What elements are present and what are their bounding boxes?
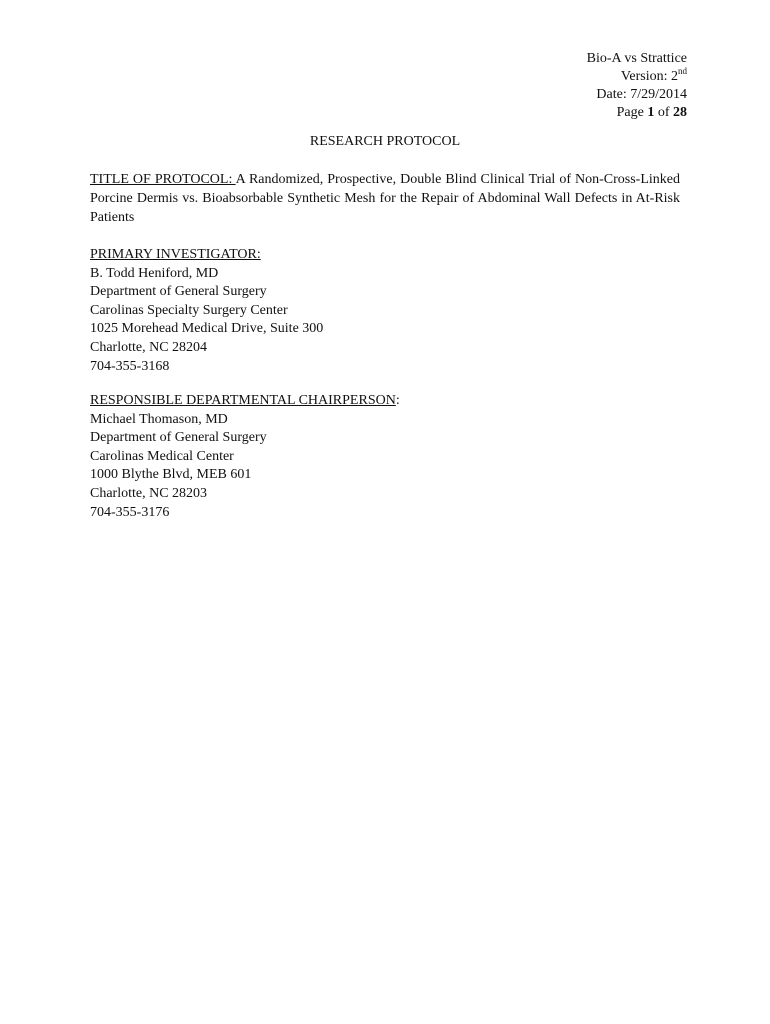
investigator-phone: 704-355-3168: [90, 358, 170, 374]
investigator-city: Charlotte, NC 28204: [90, 339, 208, 355]
investigator-center: Carolinas Specialty Surgery Center: [90, 302, 288, 318]
document-heading: RESEARCH PROTOCOL: [309, 134, 461, 149]
protocol-title: [90, 170, 680, 227]
chairperson-center: Carolinas Medical Center: [90, 448, 234, 464]
chairperson-phone: 704-355-3176: [90, 504, 170, 520]
page-of: of: [654, 105, 673, 120]
version-line: [587, 68, 687, 86]
investigator-name: B. Todd Heniford, MD: [90, 265, 219, 281]
version-text: Version: 2: [620, 69, 678, 84]
chairperson-address: 1000 Blythe Blvd, MEB 601: [90, 467, 252, 483]
page-total: 28: [673, 105, 687, 120]
version-ordinal: nd: [678, 66, 687, 76]
chairperson-name: Michael Thomason, MD: [90, 411, 228, 427]
chairperson-section: [90, 392, 400, 522]
investigator-department: Department of General Surgery: [90, 284, 267, 300]
page-number-line: [587, 104, 687, 122]
protocol-title-text: A Randomized, Prospective, Double Blind Clinical Trial of Non-Cross-Linked Porcine Dermis vs. Bioabsorbable Synthetic Mesh for the Repair of Abdominal Wall Defects in At-Risk Patients: [90, 172, 680, 225]
investigator-address: 1025 Morehead Medical Drive, Suite 300: [90, 321, 324, 337]
page-number: 1: [647, 105, 655, 120]
document-header: [587, 50, 687, 122]
primary-investigator-label: PRIMARY INVESTIGATOR:: [90, 247, 261, 262]
chairperson-label-line: [90, 392, 400, 411]
chairperson-department: Department of General Surgery: [90, 430, 267, 446]
page-prefix: Page: [616, 105, 648, 120]
primary-investigator-section: [90, 246, 323, 376]
protocol-title-label: TITLE OF PROTOCOL:: [90, 172, 236, 187]
study-name: Bio-A vs Strattice: [586, 51, 687, 66]
chairperson-label: RESPONSIBLE DEPARTMENTAL CHAIRPERSON: [90, 393, 396, 408]
chairperson-label-colon: :: [395, 393, 400, 408]
date-line: Date: 7/29/2014: [596, 87, 687, 102]
chairperson-city: Charlotte, NC 28203: [90, 485, 208, 501]
